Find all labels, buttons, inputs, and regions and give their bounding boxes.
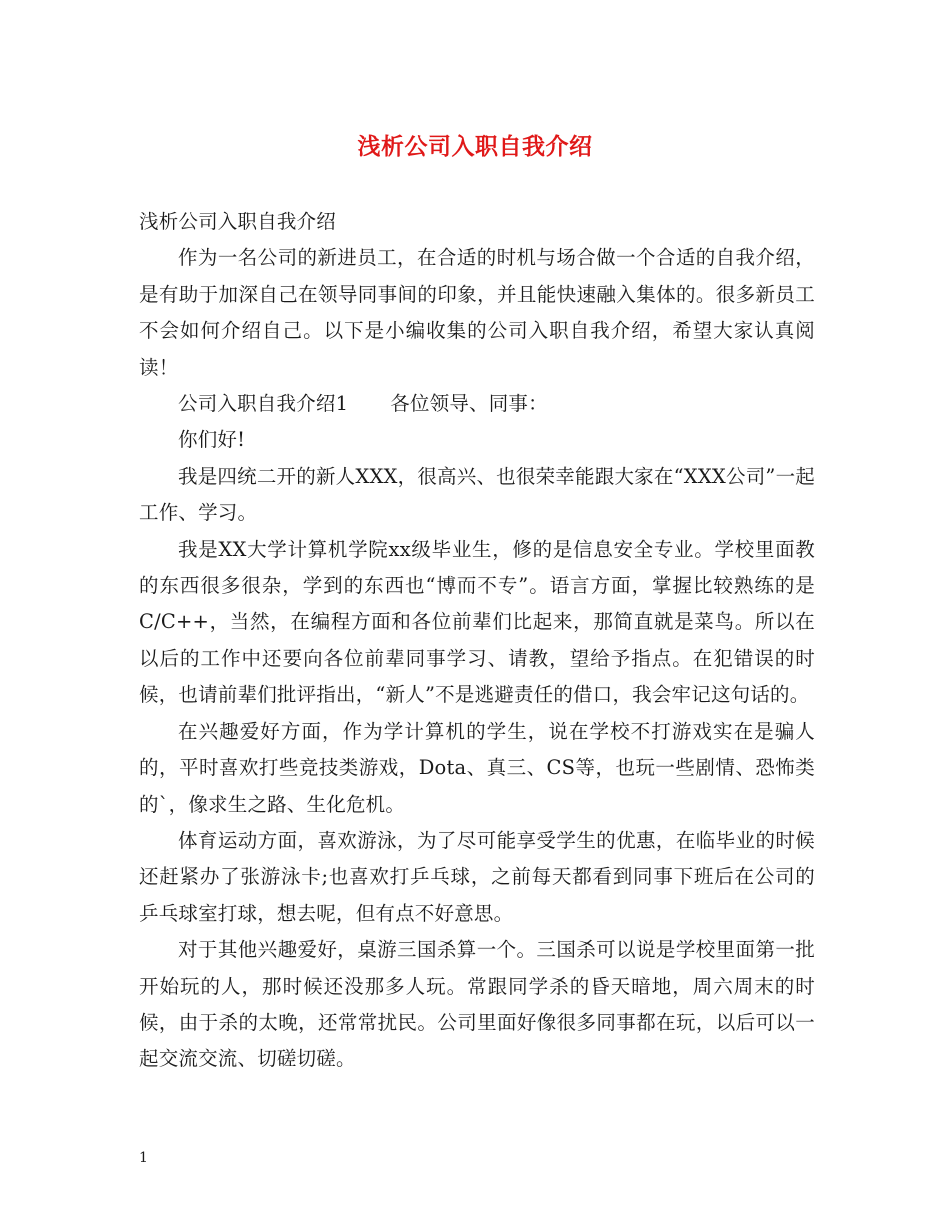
greeting: 你们好!	[178, 428, 246, 452]
document-title: 浅析公司入职自我介绍	[357, 133, 593, 160]
body-paragraph: 我是四统二开的新人XXX，很高兴、也很荣幸能跟大家在“XXX公司”一起工作、学习。	[139, 464, 815, 525]
salutation: 各位领导、同事：	[390, 392, 548, 416]
intro-paragraph: 作为一名公司的新进员工，在合适的时机与场合做一个合适的自我介绍，是有助于加深自己在领导同事间的印象，并且能快速融入集体的。很多新员工不会如何介绍自己。以下是小编收集的公司入职自我介绍，希望大家认真阅读！	[139, 246, 815, 379]
document-body	[139, 204, 815, 1078]
body-paragraph: 对于其他兴趣爱好，桌游三国杀算一个。三国杀可以说是学校里面第一批开始玩的人，那时候还没那多人玩。常跟同学杀的昏天暗地，周六周末的时候，由于杀的太晚，还常常扰民。公司里面好像很多同事都在玩，以后可以一起交流交流、切磋切磋。	[139, 938, 815, 1071]
body-paragraph: 我是XX大学计算机学院xx级毕业生，修的是信息安全专业。学校里面教的东西很多很杂，学到的东西也“博而不专”。语言方面，掌握比较熟练的是C/C++，当然，在编程方面和各位前辈们比起来，那简直就是菜鸟。所以在以后的工作中还要向各位前辈同事学习、请教，望给予指点。在犯错误的时候，也请前辈们批评指出，“新人”不是逃避责任的借口，我会牢记这句话的。	[139, 537, 815, 707]
body-paragraph: 在兴趣爱好方面，作为学计算机的学生，说在学校不打游戏实在是骗人的，平时喜欢打些竞技类游戏，Dota、真三、CS等，也玩一些剧情、恐怖类的`，像求生之路、生化危机。	[139, 719, 815, 816]
section-heading: 公司入职自我介绍1	[178, 392, 349, 416]
page-number: 1	[139, 1150, 148, 1166]
body-paragraph: 体育运动方面，喜欢游泳，为了尽可能享受学生的优惠，在临毕业的时候还赶紧办了张游泳卡;也喜欢打乒乓球，之前每天都看到同事下班后在公司的乒乓球室打球，想去呢，但有点不好意思。	[139, 828, 815, 925]
section-heading-line	[139, 386, 815, 422]
document-subtitle: 浅析公司入职自我介绍	[139, 210, 337, 233]
